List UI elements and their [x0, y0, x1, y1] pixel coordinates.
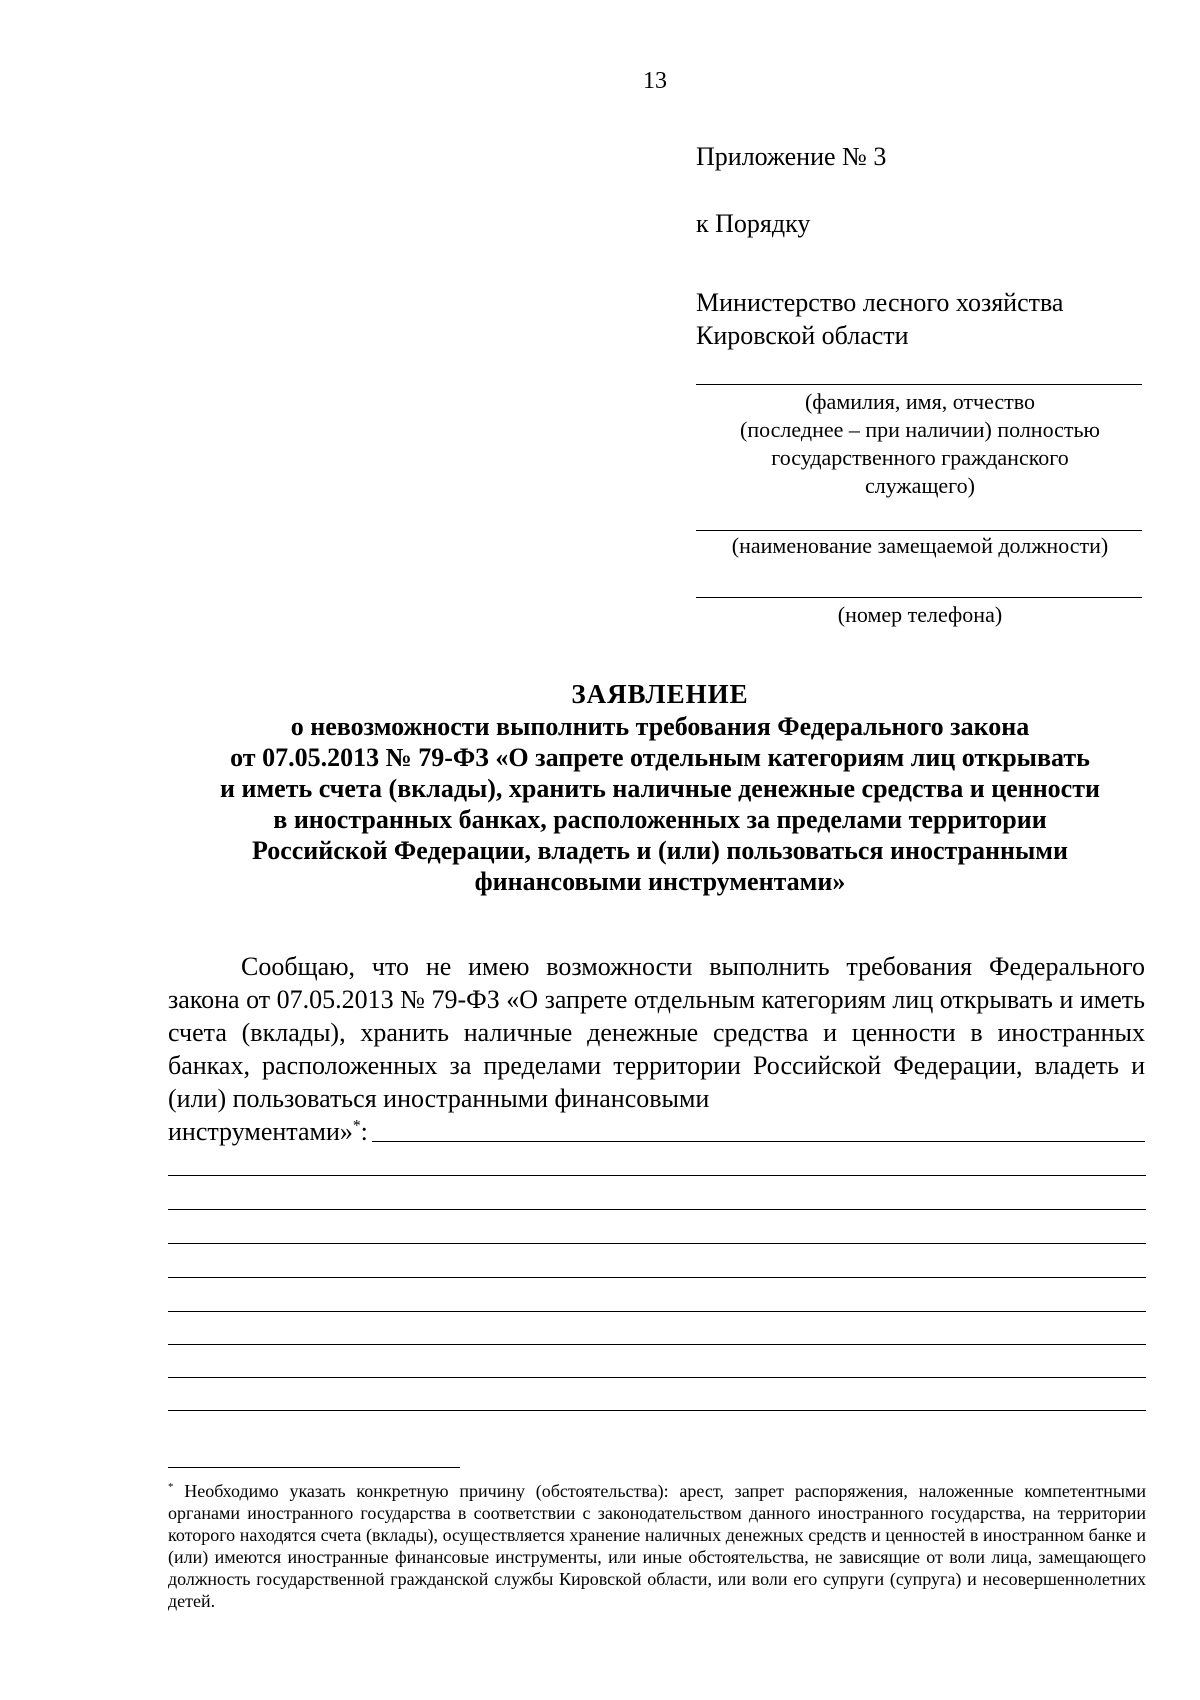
statement-title-line-4: в иностранных банках, расположенных за пределами территории: [273, 805, 1047, 834]
statement-title-line-3: и иметь счета (вклады), хранить наличные денежные средства и ценности: [220, 774, 1100, 803]
fio-caption-line-3: государственного гражданского: [771, 445, 1069, 470]
footnote-reference: *: [352, 1117, 361, 1135]
fio-caption-line-1: (фамилия, имя, отчество: [804, 389, 1036, 414]
statement-title-line-6: финансовыми инструментами»: [474, 867, 846, 896]
page-number: 13: [643, 68, 667, 94]
last-line-colon: :: [360, 1117, 368, 1146]
statement-title-line-5: Российской Федерации, владеть и (или) пользоваться иностранными: [251, 836, 1069, 865]
reason-fill-line-8[interactable]: [168, 1377, 1146, 1378]
statement-title-line-1: о невозможности выполнить требования Федерального закона: [290, 712, 1030, 741]
reason-fill-line-2[interactable]: [168, 1175, 1146, 1176]
statement-paragraph: Сообщаю, что не имею возможности выполнить требования Федерального закона от 07.05.2013 № 79-ФЗ «О запрете отдельным категориям лиц открывать и иметь счета (вклады), хранить наличные денежные средства и ценности в иностранных банках, расположенных за пределами территории Российской Федерации, владеть и (или) пользоваться иностранными финансовыми: [168, 952, 1145, 1113]
fio-blank-line[interactable]: [696, 384, 1142, 385]
footnote: [168, 1480, 1146, 1612]
statement-title: [160, 679, 1160, 897]
position-caption: (наименование замещаемой должности): [731, 533, 1109, 558]
phone-blank-line[interactable]: [696, 597, 1142, 598]
addressee-line-2: Кировской области: [696, 321, 909, 350]
reason-fill-line-3[interactable]: [168, 1209, 1146, 1210]
phone-caption: (номер телефона): [837, 602, 1003, 627]
reason-fill-line-7[interactable]: [168, 1344, 1146, 1345]
footnote-mark: *: [168, 1481, 174, 1493]
reason-fill-line-4[interactable]: [168, 1243, 1146, 1244]
appendix-title: Приложение № 3: [696, 142, 887, 171]
reason-fill-line-6[interactable]: [168, 1311, 1146, 1312]
appendix-reference: к Порядку: [696, 209, 811, 238]
fio-caption: [696, 388, 1144, 500]
footnote-separator: [168, 1467, 460, 1468]
addressee-line-1: Министерство лесного хозяйства: [696, 288, 1064, 317]
reason-fill-line-1[interactable]: [372, 1141, 1145, 1142]
footnote-text: Необходимо указать конкретную причину (обстоятельства): арест, запрет распоряжения, наложенные компетентными органами иностранного государства в соответствии с законодательством данного иностранного государства, на территории которого находятся счета (вклады), осуществляется хранение наличных денежных средств и ценностей в иностранном банке и (или) имеются иностранные финансовые инструменты, или иные обстоятельства, не зависящие от воли лица, замещающего должность государственной гражданской службы Кировской области, или воли его супруги (супруга) и несовершеннолетних детей.: [168, 1481, 1147, 1611]
last-line-text: инструментами»: [168, 1117, 353, 1146]
statement-last-line: [168, 1115, 1145, 1148]
statement-last-label: [168, 1115, 368, 1148]
fio-caption-line-2: (последнее – при наличии) полностью: [740, 417, 1100, 442]
addressee-block: [696, 286, 1144, 352]
fio-caption-line-4: служащего): [865, 473, 975, 498]
statement-heading: ЗАЯВЛЕНИЕ: [571, 679, 749, 709]
reason-fill-line-5[interactable]: [168, 1277, 1146, 1278]
statement-title-line-2: от 07.05.2013 № 79-ФЗ «О запрете отдельным категориям лиц открывать: [230, 743, 1090, 772]
position-blank-line[interactable]: [696, 530, 1142, 531]
reason-fill-line-9[interactable]: [168, 1410, 1146, 1411]
statement-body: [168, 950, 1145, 1148]
